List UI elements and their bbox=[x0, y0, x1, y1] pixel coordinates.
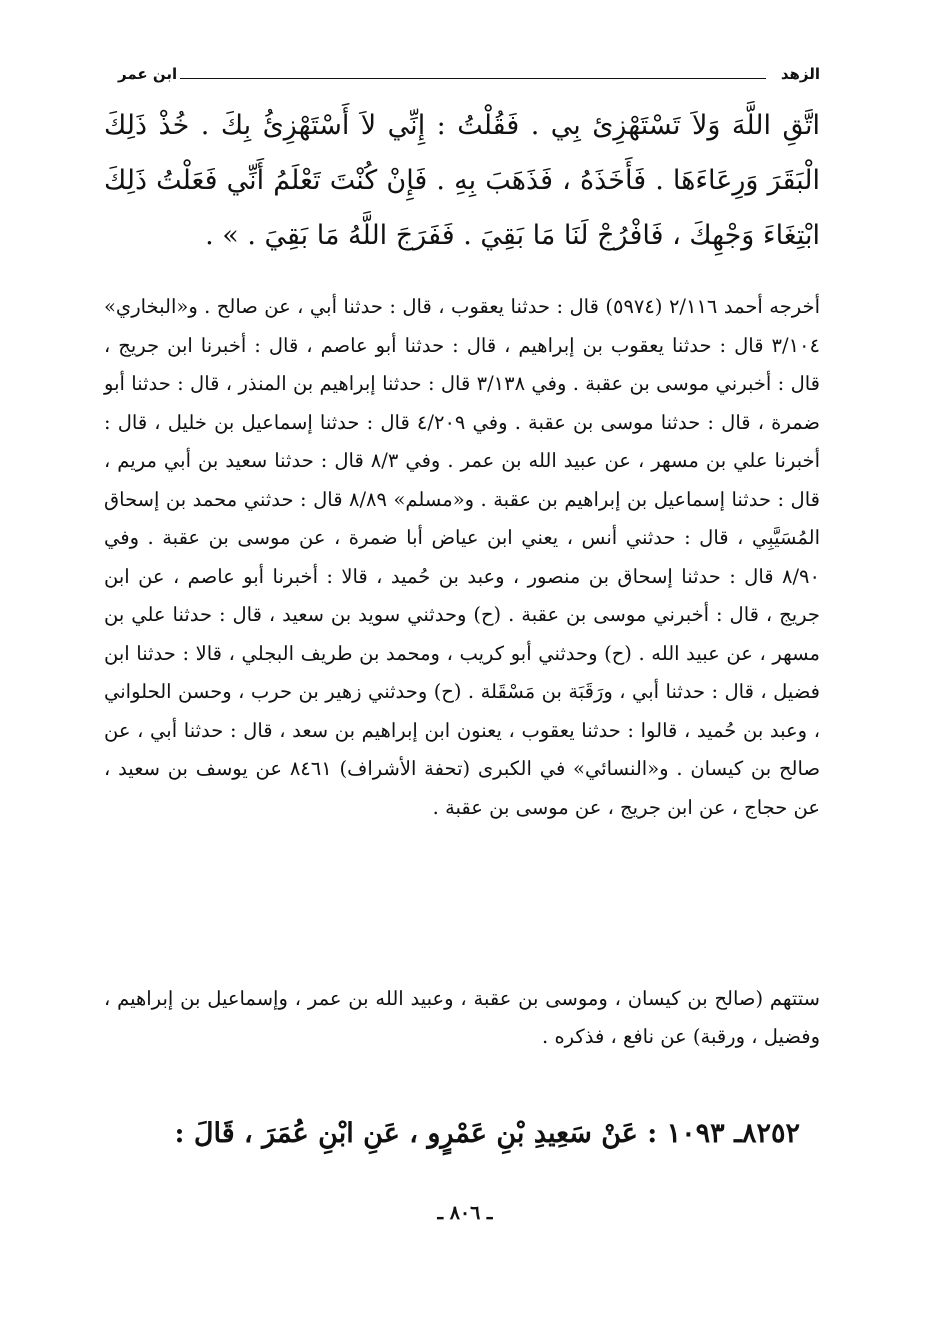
header-rule bbox=[180, 78, 766, 79]
running-header bbox=[118, 62, 820, 86]
page-number: ـ ٨٠٦ ـ bbox=[437, 1202, 493, 1224]
hadith-text: اتَّقِ اللَّهَ وَلاَ تَسْتَهْزِئ بِي . فَقُلْتُ : إِنِّي لاَ أَسْتَهْزِئُ بِكَ . خُذْ ذَلِكَ الْبَقَرَ وَرِعَاءَهَا . فَأَخَذَهُ ، فَذَهَبَ بِهِ . فَإِنْ كُنْتَ تَعْلَمُ أَنِّي فَعَلْتُ ذَلِكَ ابْتِغَاءَ وَجْهِكَ ، فَافْرُجْ لَنَا مَا بَقِيَ . فَفَرَجَ اللَّهُ مَا بَقِيَ . » . bbox=[104, 110, 820, 251]
takhrij-paragraph: أخرجه أحمد ٢/١١٦ (٥٩٧٤) قال : حدثنا يعقوب ، قال : حدثنا أبي ، عن صالح . و«البخاري» ٣/١٠٤ قال : حدثنا يعقوب بن إبراهيم ، قال : حدثنا أبو عاصم ، قال : أخبرنا ابن جريج ، قال : أخبرني موسى بن عقبة . وفي ٣/١٣٨ قال : حدثنا إبراهيم بن المنذر ، قال : حدثنا أبو ضمرة ، قال : حدثنا موسى بن عقبة . وفي ٤/٢٠٩ قال : حدثنا إسماعيل بن خليل ، قال : أخبرنا علي بن مسهر ، عن عبيد الله بن عمر . وفي ٨/٣ قال : حدثنا سعيد بن أبي مريم ، قال : حدثنا إسماعيل بن إبراهيم بن عقبة . و«مسلم» ٨/٨٩ قال : حدثني محمد بن إسحاق المُسَيَّبِي ، قال : حدثني أنس ، يعني ابن عياض أبا ضمرة ، عن موسى بن عقبة . وفي ٨/٩٠ قال : حدثنا إسحاق بن منصور ، وعبد بن حُميد ، قالا : أخبرنا أبو عاصم ، عن ابن جريج ، قال : أخبرني موسى بن عقبة . (ح) وحدثني سويد بن سعيد ، قال : حدثنا علي بن مسهر ، عن عبيد الله . (ح) وحدثني أبو كريب ، ومحمد بن طريف البجلي ، قالا : حدثنا ابن فضيل ، قال : حدثنا أبي ، ورَقَبَة بن مَسْقَلة . (ح) وحدثني زهير بن حرب ، وحسن الحلواني ، وعبد بن حُميد ، قالوا : حدثنا يعقوب ، يعنون ابن إبراهيم بن سعد ، قال : حدثنا أبي ، عن صالح بن كيسان . و«النسائي» في الكبرى (تحفة الأشراف) ٨٤٦١ عن يوسف بن سعيد ، عن حجاج ، عن ابن جريج ، عن موسى بن عقبة . bbox=[104, 295, 821, 819]
companion-title: ابن عمر bbox=[118, 65, 178, 83]
next-hadith-heading: ٨٢٥٢ـ ١٠٩٣ : عَنْ سَعِيدِ بْنِ عَمْرٍو ، عَنِ ابْنِ عُمَرَ ، قَالَ : bbox=[174, 1118, 800, 1149]
chapter-title: الزهد bbox=[780, 65, 820, 83]
summary-paragraph: ستتهم (صالح بن كيسان ، وموسى بن عقبة ، وعبيد الله بن عمر ، وإسماعيل بن إبراهيم ، وفضيل ، ورقبة) عن نافع ، فذكره . bbox=[104, 987, 820, 1048]
